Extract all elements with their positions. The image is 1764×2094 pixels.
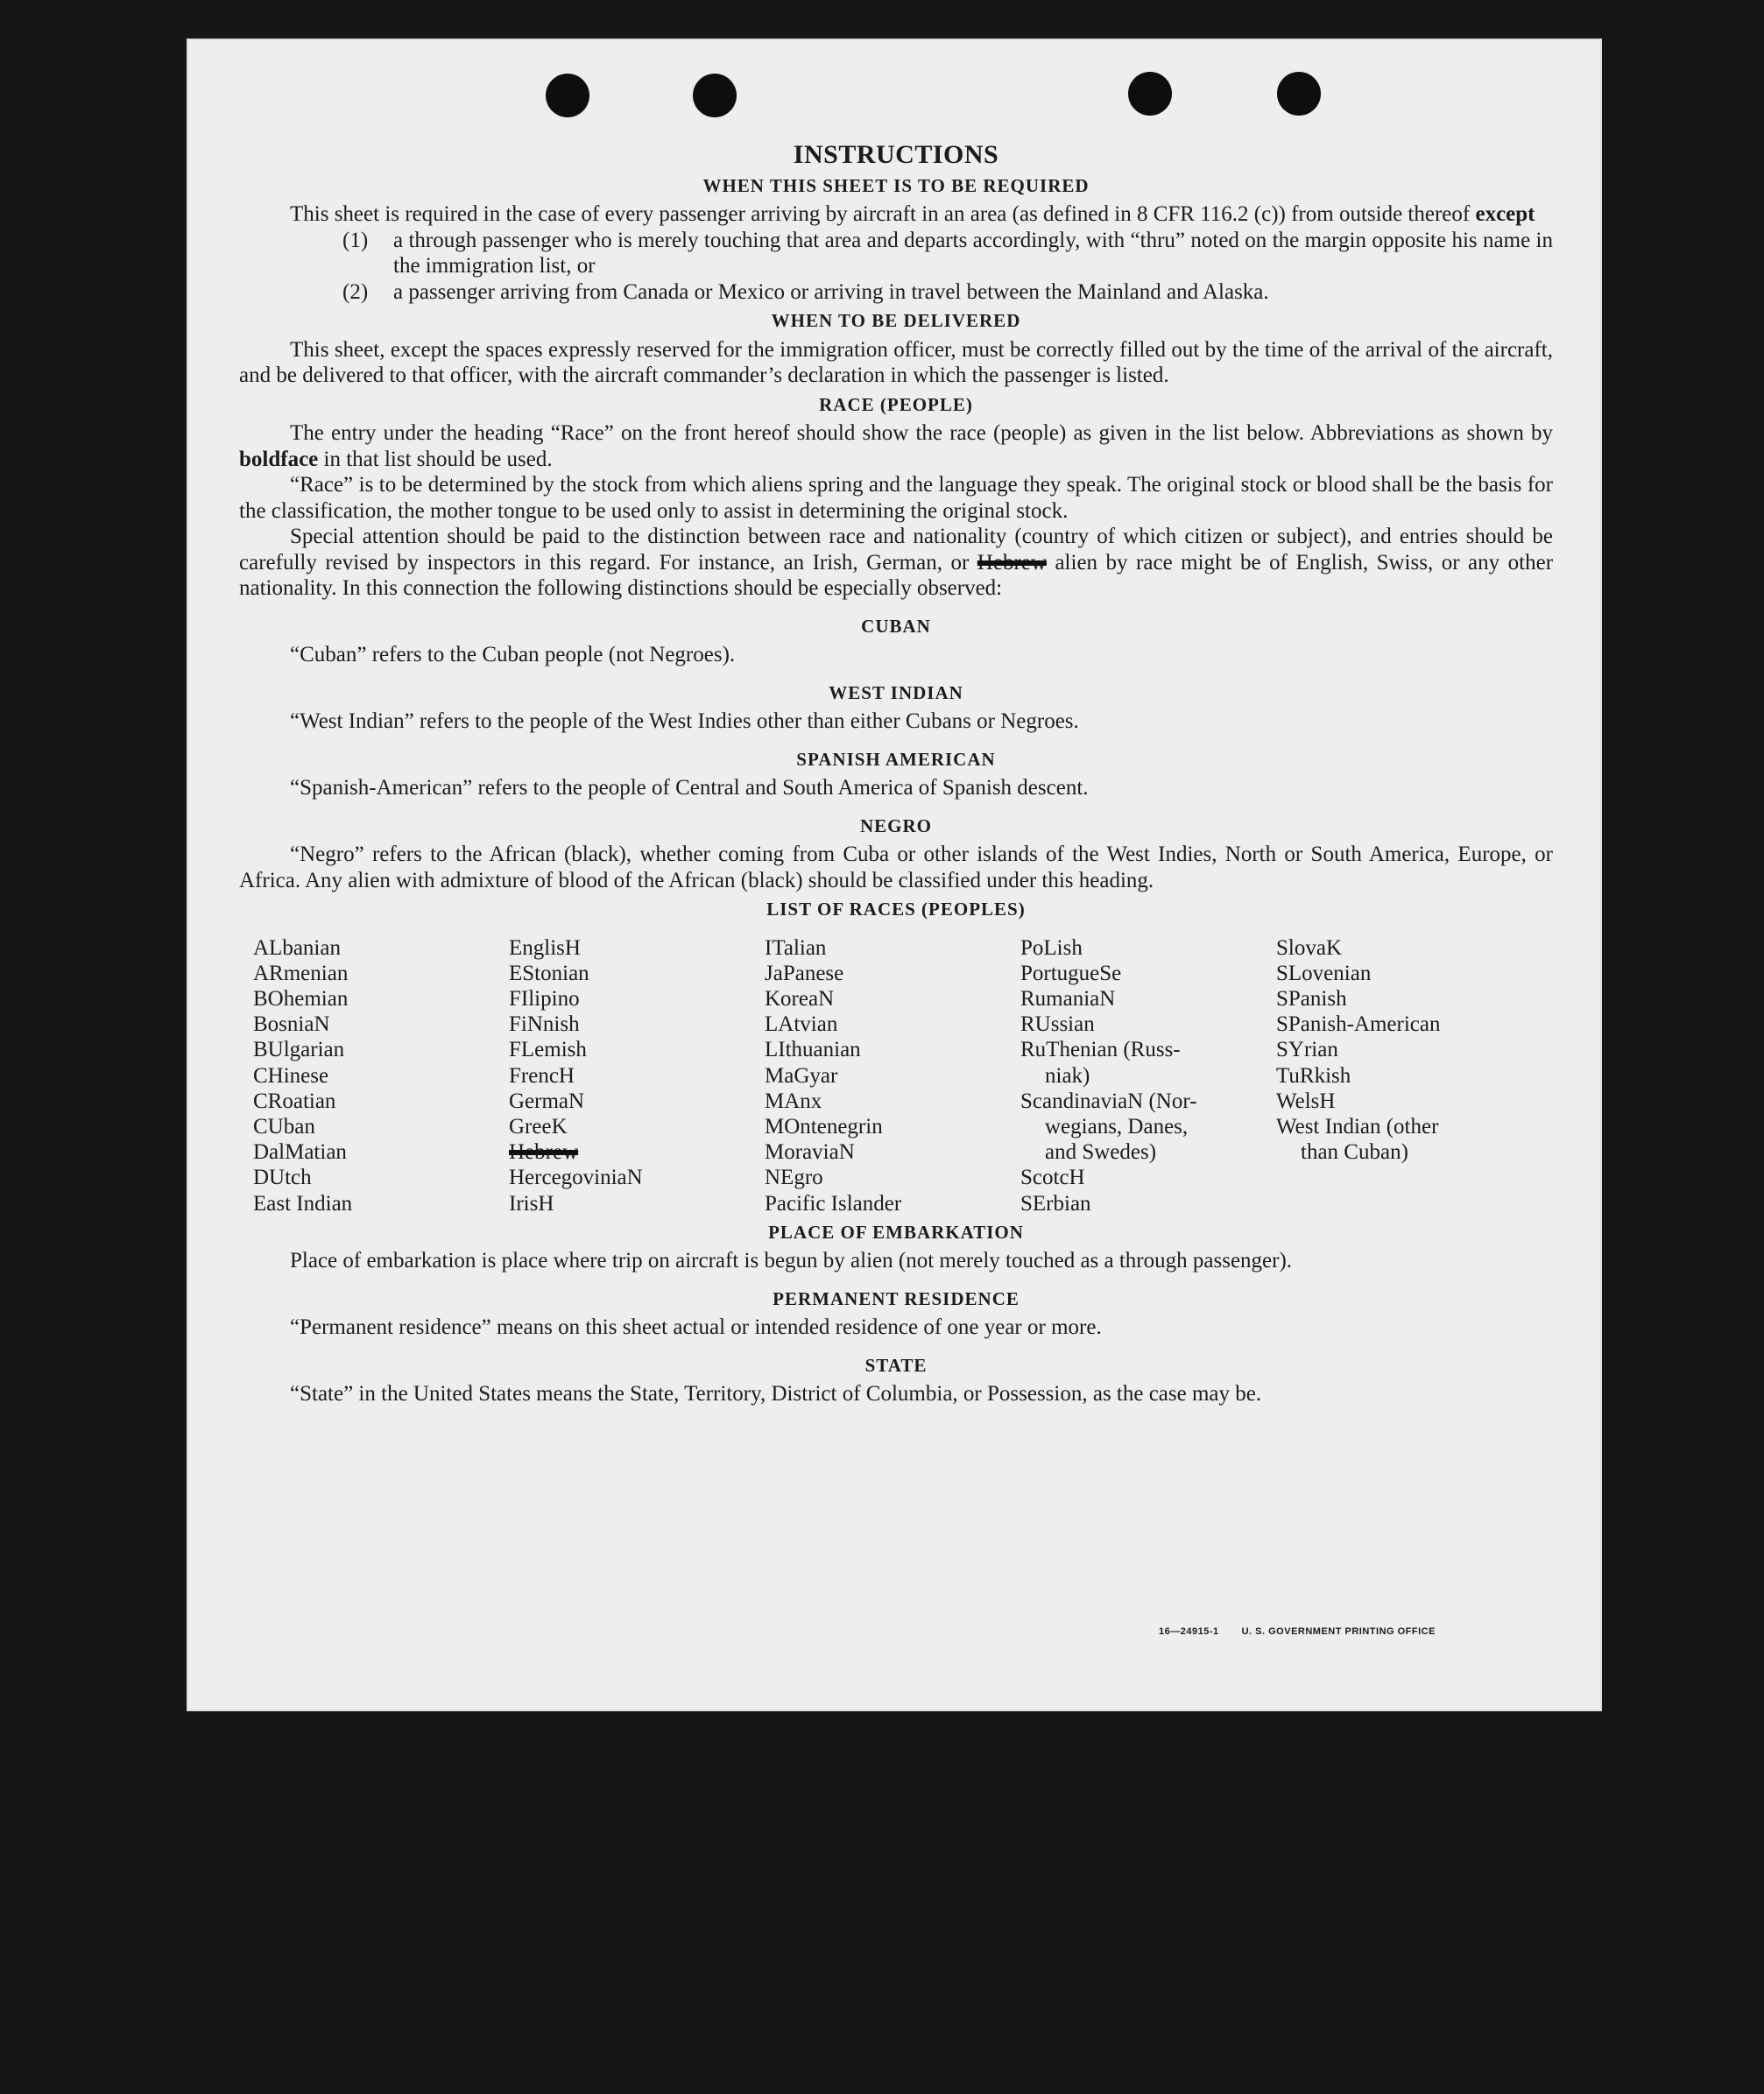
race-entry: SPanish [1276, 986, 1347, 1011]
heading-race: RACE (PEOPLE) [819, 393, 973, 415]
heading-place-of-embarkation: PLACE OF EMBARKATION [768, 1221, 1024, 1243]
race-entry: SErbian [1020, 1191, 1091, 1216]
heading-cuban: CUBAN [861, 615, 931, 637]
race-entry: KoreaN [765, 986, 835, 1011]
race-entry: EnglisH [509, 935, 581, 960]
race-entry: DUtch [253, 1166, 312, 1190]
heading-list-of-races: LIST OF RACES (PEOPLES) [766, 899, 1026, 920]
form-number: 16—24915-1 [1159, 1626, 1219, 1637]
residence-text: “Permanent residence” means on this sheet actual or intended residence of one year or more. [290, 1315, 1102, 1340]
heading-when-required: WHEN THIS SHEET IS TO BE REQUIRED [702, 174, 1090, 196]
race-entry: RumaniaN [1020, 986, 1116, 1011]
race-entry: East Indian [253, 1191, 353, 1216]
race-entry: RUssian [1020, 1012, 1095, 1037]
races-column-3 [765, 935, 1020, 1216]
heading-west-indian: WEST INDIAN [829, 681, 963, 703]
race-entry: MaGyar [765, 1063, 838, 1088]
race-entry: HercegoviniaN [509, 1166, 643, 1190]
heading-spanish-american: SPANISH AMERICAN [796, 748, 996, 770]
race-entry-struck: Hebrew [509, 1140, 579, 1165]
races-column-4 [1020, 935, 1276, 1216]
race-entry: ARmenian [253, 961, 349, 985]
page-title: INSTRUCTIONS [793, 140, 999, 169]
west-indian-text: “West Indian” refers to the people of the West Indies other than either Cubans or Negroes. [290, 709, 1079, 733]
delivered-text: This sheet, except the spaces expressly reserved for the immigration officer, must be correctly filled out by the time of the arrival of the aircraft, and be delivered to that officer, with the aircraft commander’s declaration in which the passenger is listed. [239, 337, 1553, 387]
race-entry-continuation: and Swedes) [1045, 1140, 1157, 1165]
race-entry: LAtvian [765, 1012, 838, 1037]
race-entry: SLovenian [1276, 961, 1372, 985]
required-item-2: (2) a passenger arriving from Canada or Mexico or arriving in travel between the Mainland and Alaska. [342, 279, 1269, 304]
race-entry: LIthuanian [765, 1038, 861, 1062]
state-text: “State” in the United States means the State, Territory, District of Columbia, or Possession, as the case may be. [290, 1382, 1262, 1407]
punch-hole [546, 74, 589, 117]
race-entry: FrencH [509, 1063, 575, 1088]
race-entry: BOhemian [253, 986, 349, 1011]
race-entry: PortugueSe [1020, 961, 1122, 985]
races-column-5 [1276, 935, 1532, 1216]
races-list [253, 935, 1553, 1216]
heading-state: STATE [864, 1354, 928, 1376]
cuban-text: “Cuban” refers to the Cuban people (not Negroes). [290, 643, 736, 666]
punch-hole [1277, 72, 1321, 116]
race-entry: MAnx [765, 1089, 822, 1113]
race-entry: SlovaK [1276, 935, 1342, 960]
race-entry: GreeK [509, 1114, 568, 1139]
race-entry: NEgro [765, 1166, 823, 1190]
race-entry: ALbanian [253, 935, 341, 960]
race-paragraph-1: The entry under the heading “Race” on the front hereof should show the race (people) as given in the list below. Abbreviations as shown by boldface in that list should be used. [239, 421, 1553, 471]
race-entry: GermaN [509, 1089, 585, 1113]
printer-imprint: U. S. GOVERNMENT PRINTING OFFICE [1241, 1626, 1436, 1637]
document-sheet [187, 39, 1602, 1711]
race-entry: Pacific Islander [765, 1191, 902, 1216]
required-item-1: (1) a through passenger who is merely touching that area and departs accordingly, with “thru” noted on the margin opposite his name in the immigration list, or [342, 228, 1553, 278]
race-entry: ITalian [765, 935, 827, 960]
races-column-1 [253, 935, 509, 1216]
race-paragraph-2: “Race” is to be determined by the stock from which aliens spring and the language they speak. The original stock or blood shall be the basis for the classification, the mother tongue to be used only to assist in determining the original stock. [239, 473, 1553, 523]
race-paragraph-3: Special attention should be paid to the distinction between race and nationality (country of which citizen or subject), and entries should be carefully revised by inspectors in this regard. For instance, an Irish, German, or Hebrew alien by race might be of English, Swiss, or any other nationality. In this connection the following distinctions should be especially observed: [239, 525, 1554, 600]
race-entry-continuation: wegians, Danes, [1045, 1114, 1189, 1139]
race-entry: CUban [253, 1114, 315, 1139]
race-entry: TuRkish [1276, 1063, 1351, 1088]
race-entry: ScotcH [1020, 1166, 1085, 1190]
race-entry: FIlipino [509, 986, 580, 1011]
race-entry: West Indian (other [1276, 1114, 1439, 1139]
race-entry: RuThenian (Russ- [1020, 1038, 1181, 1062]
race-entry: WelsH [1276, 1089, 1336, 1113]
race-entry: FLemish [509, 1038, 587, 1062]
instructions-content [239, 142, 1553, 1407]
spanish-american-text: “Spanish-American” refers to the people of Central and South America of Spanish descent. [290, 776, 1089, 800]
race-entry: FiNnish [509, 1012, 580, 1037]
race-entry: IrisH [509, 1191, 554, 1216]
punch-hole [693, 74, 737, 117]
race-entry: BosniaN [253, 1012, 330, 1037]
race-entry: CHinese [253, 1063, 329, 1088]
race-entry: PoLish [1020, 935, 1083, 960]
heading-permanent-residence: PERMANENT RESIDENCE [773, 1287, 1020, 1309]
required-intro: This sheet is required in the case of every passenger arriving by aircraft in an area (as defined in 8 CFR 116.2 (c)) from outside thereof except [290, 202, 1535, 226]
heading-negro: NEGRO [859, 814, 932, 836]
races-column-2 [509, 935, 765, 1216]
race-entry: MOntenegrin [765, 1114, 883, 1139]
punch-hole [1128, 72, 1172, 116]
race-entry: SPanish-American [1276, 1012, 1441, 1037]
embarkation-text: Place of embarkation is place where trip on aircraft is begun by alien (not merely touched as a through passenger). [290, 1249, 1293, 1273]
form-footer [1159, 1626, 1436, 1637]
race-entry-continuation: niak) [1045, 1063, 1090, 1088]
race-entry: JaPanese [765, 961, 844, 985]
heading-when-delivered: WHEN TO BE DELIVERED [771, 310, 1021, 331]
race-entry: CRoatian [253, 1089, 336, 1113]
race-entry: EStonian [509, 961, 589, 985]
race-entry: MoraviaN [765, 1140, 855, 1165]
race-entry: SYrian [1276, 1038, 1338, 1062]
race-entry: ScandinaviaN (Nor- [1020, 1089, 1197, 1113]
race-entry: BUlgarian [253, 1038, 345, 1062]
race-entry: DalMatian [253, 1140, 347, 1165]
race-entry-continuation: than Cuban) [1301, 1140, 1408, 1165]
negro-text: “Negro” refers to the African (black), whether coming from Cuba or other islands of the West Indies, North or South America, Europe, or Africa. Any alien with admixture of blood of the African (black) should be classified under this heading. [239, 843, 1553, 892]
